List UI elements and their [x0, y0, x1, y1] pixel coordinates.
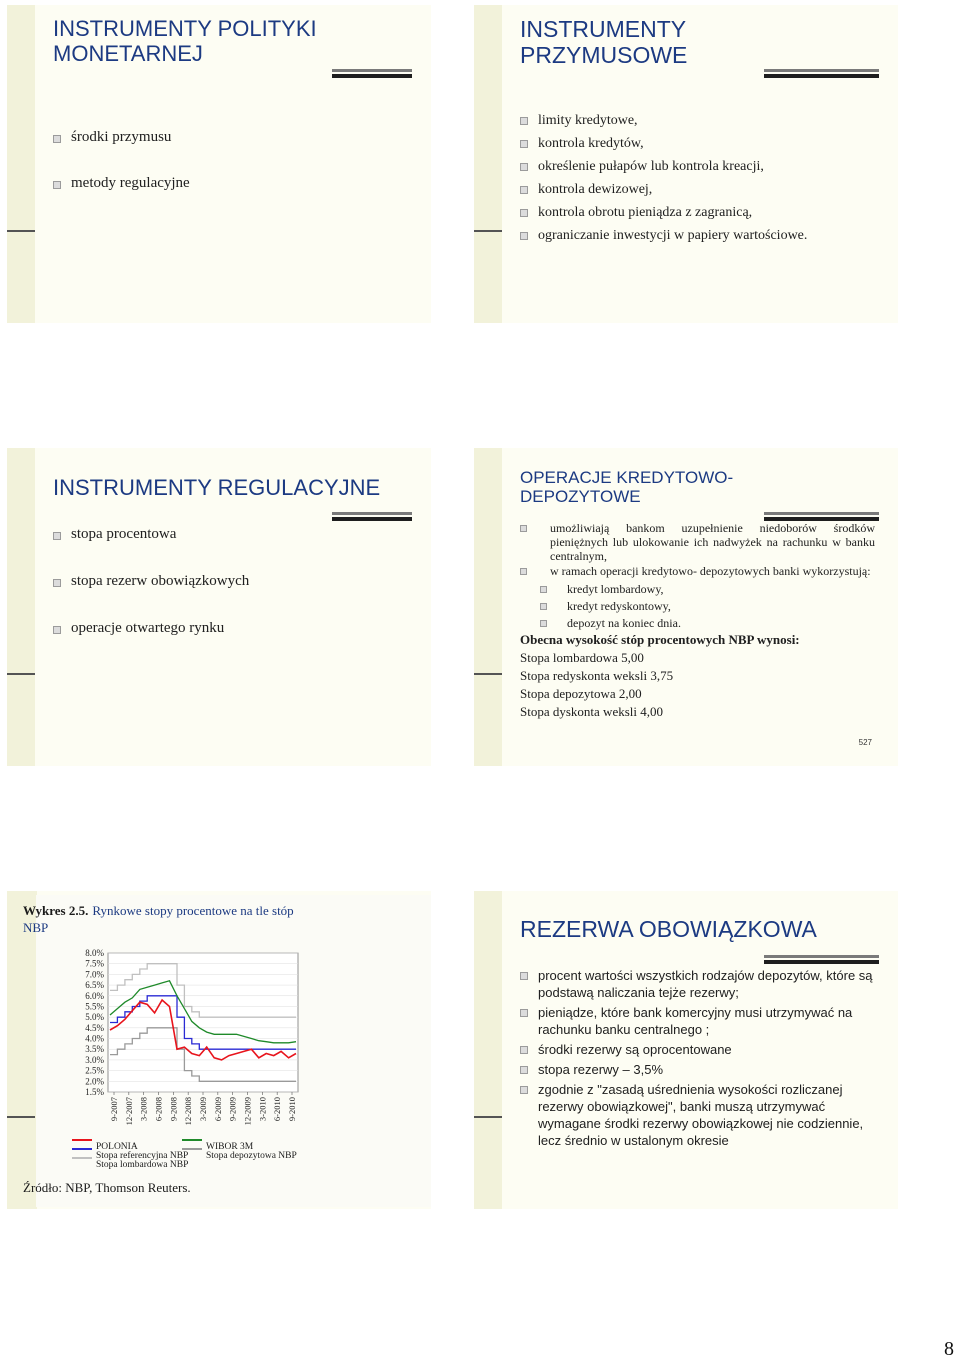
list-item: operacje otwartego rynku [53, 620, 249, 637]
title-rule [764, 512, 879, 515]
slide-title: INSTRUMENTY POLITYKI MONETARNEJ [53, 16, 317, 66]
x-tick-label: 3-2008 [138, 1097, 149, 1122]
legend-label: Stopa depozytowa NBP [206, 1151, 297, 1161]
x-tick-label: 6-2009 [212, 1097, 223, 1122]
slide-sidebar [7, 891, 37, 1209]
list-item: środki rezerwy są oprocentowane [520, 1041, 885, 1058]
sub-list-item: kredyt lombardowy, [520, 581, 875, 598]
x-tick-label: 12-2007 [123, 1097, 134, 1126]
x-tick-label: 9-2008 [168, 1097, 179, 1122]
rate-line: Stopa dyskonta weksli 4,00 [520, 703, 663, 719]
y-tick-label: 8.0% [85, 948, 104, 958]
slide-sidebar [7, 448, 35, 766]
slide-operacje-kredytowo-depozytowe [474, 448, 898, 766]
chart-source: Źródło: NBP, Thomson Reuters. [23, 1180, 191, 1195]
sub-list-item: depozyt na koniec dnia. [520, 615, 875, 632]
y-tick-label: 3.0% [85, 1054, 104, 1065]
y-tick-label: 2.0% [85, 1076, 104, 1087]
title-rule [764, 955, 879, 958]
list-item: kontrola kredytów, [520, 132, 807, 155]
list-item: stopa rezerw obowiązkowych [53, 573, 249, 590]
x-tick-label: 9-2010 [287, 1097, 297, 1122]
title-rule [332, 512, 412, 515]
sub-list-item: kredyt redyskontowy, [520, 598, 875, 615]
x-tick-label: 6-2010 [272, 1097, 283, 1122]
title-rule [332, 69, 412, 72]
y-tick-label: 6.5% [85, 980, 104, 991]
legend-label: Stopa lombardowa NBP [96, 1160, 189, 1170]
x-tick-label: 3-2010 [257, 1097, 268, 1122]
rates-heading: Obecna wysokość stóp procentowych NBP wynosi: [520, 632, 800, 648]
rates-chart [23, 895, 431, 1207]
slide-bullet-list [520, 109, 807, 247]
page-number: 8 [944, 1338, 954, 1360]
x-tick-label: 9-2009 [227, 1097, 238, 1122]
list-item: stopa procentowa [53, 526, 249, 543]
slide-sidebar [474, 448, 502, 766]
y-tick-label: 7.5% [85, 958, 104, 969]
chart-image [23, 895, 431, 1207]
list-item: umożliwiają bankom uzupełnienie niedoborów środków pieniężnych lub ulokowanie ich nadwyżek na rachunku w banku centralnym, [520, 522, 875, 563]
slide-title: INSTRUMENTY PRZYMUSOWE [520, 16, 688, 68]
y-tick-label: 1.5% [85, 1087, 104, 1097]
list-item: metody regulacyjne [53, 175, 190, 192]
slide-instrumenty-polityki-monetarnej [7, 5, 431, 323]
y-tick-label: 7.0% [85, 969, 104, 980]
title-rule-thick [332, 517, 412, 521]
x-tick-label: 12-2009 [242, 1097, 253, 1126]
y-tick-label: 2.5% [85, 1065, 104, 1076]
legend-label: POLONIA [96, 1142, 138, 1152]
slide-title: REZERWA OBOWIĄZKOWA [520, 916, 817, 942]
title-rule [764, 69, 879, 72]
rate-line: Stopa depozytowa 2,00 [520, 686, 642, 701]
legend-label: Stopa referencyjna NBP [96, 1151, 189, 1161]
slide-bullet-list [53, 526, 249, 637]
x-tick-label: 9-2007 [109, 1097, 119, 1122]
x-tick-label: 12-2008 [183, 1097, 194, 1126]
slide-title: INSTRUMENTY REGULACYJNE [53, 475, 381, 500]
y-tick-label: 3.5% [85, 1044, 104, 1055]
chart-title: Wykres 2.5. Rynkowe stopy procentowe na tle stóp [23, 903, 294, 918]
slide-sidebar [7, 5, 35, 323]
title-rule-thick [332, 74, 412, 78]
y-tick-label: 6.0% [85, 990, 104, 1001]
y-tick-label: 4.5% [85, 1022, 104, 1033]
slide-body [520, 522, 875, 720]
slide-rezerwa-obowiazkowa [474, 891, 898, 1209]
slide-instrumenty-przymusowe [474, 5, 898, 323]
slide-sidebar [474, 891, 502, 1209]
y-tick-label: 5.0% [85, 1012, 104, 1023]
slide-instrumenty-regulacyjne [7, 448, 431, 766]
slide-bullet-list [53, 129, 190, 192]
list-item: kontrola obrotu pieniądza z zagranicą, [520, 201, 807, 224]
title-rule-thick [764, 74, 879, 78]
legend-label: WIBOR 3M [206, 1142, 254, 1152]
y-tick-label: 5.5% [85, 1001, 104, 1012]
list-item: w ramach operacji kredytowo- depozytowych banki wykorzystują: [520, 565, 875, 579]
list-item: stopa rezerwy – 3,5% [520, 1061, 885, 1078]
list-item: zgodnie z "zasadą uśrednienia wysokości rozliczanej rezerwy obowiązkowej", banki muszą utrzymywać wymagane środki rezerwy obowiązkowej nie codziennie, lecz średnio w ustalonym okresie [520, 1081, 885, 1149]
chart-title-line2: NBP [23, 920, 49, 935]
x-tick-label: 3-2009 [198, 1097, 208, 1122]
list-item: określenie pułapów lub kontrola kreacji, [520, 155, 807, 178]
rate-line: Stopa redyskonta weksli 3,75 [520, 668, 674, 684]
list-item: limity kredytowe, [520, 109, 807, 132]
y-tick-label: 4.0% [85, 1033, 104, 1044]
slide-page-number: 527 [858, 738, 872, 747]
list-item: procent wartości wszystkich rodzajów depozytów, które są podstawą naliczania tejże rezerwy; [520, 967, 885, 1001]
list-item: kontrola dewizowej, [520, 178, 807, 201]
list-item: środki przymusu [53, 129, 190, 146]
list-item: pieniądze, które bank komercyjny musi utrzymywać na rachunku banku centralnego ; [520, 1004, 885, 1038]
title-rule-thick [764, 960, 879, 964]
rate-line: Stopa lombardowa 5,00 [520, 650, 644, 666]
slide-title: OPERACJE KREDYTOWO-DEPOZYTOWE [520, 468, 734, 507]
x-tick-label: 6-2008 [153, 1097, 164, 1122]
slide-bullet-list [520, 967, 885, 1149]
list-item: ograniczanie inwestycji w papiery wartościowe. [520, 224, 807, 247]
slide-sidebar [474, 5, 502, 323]
